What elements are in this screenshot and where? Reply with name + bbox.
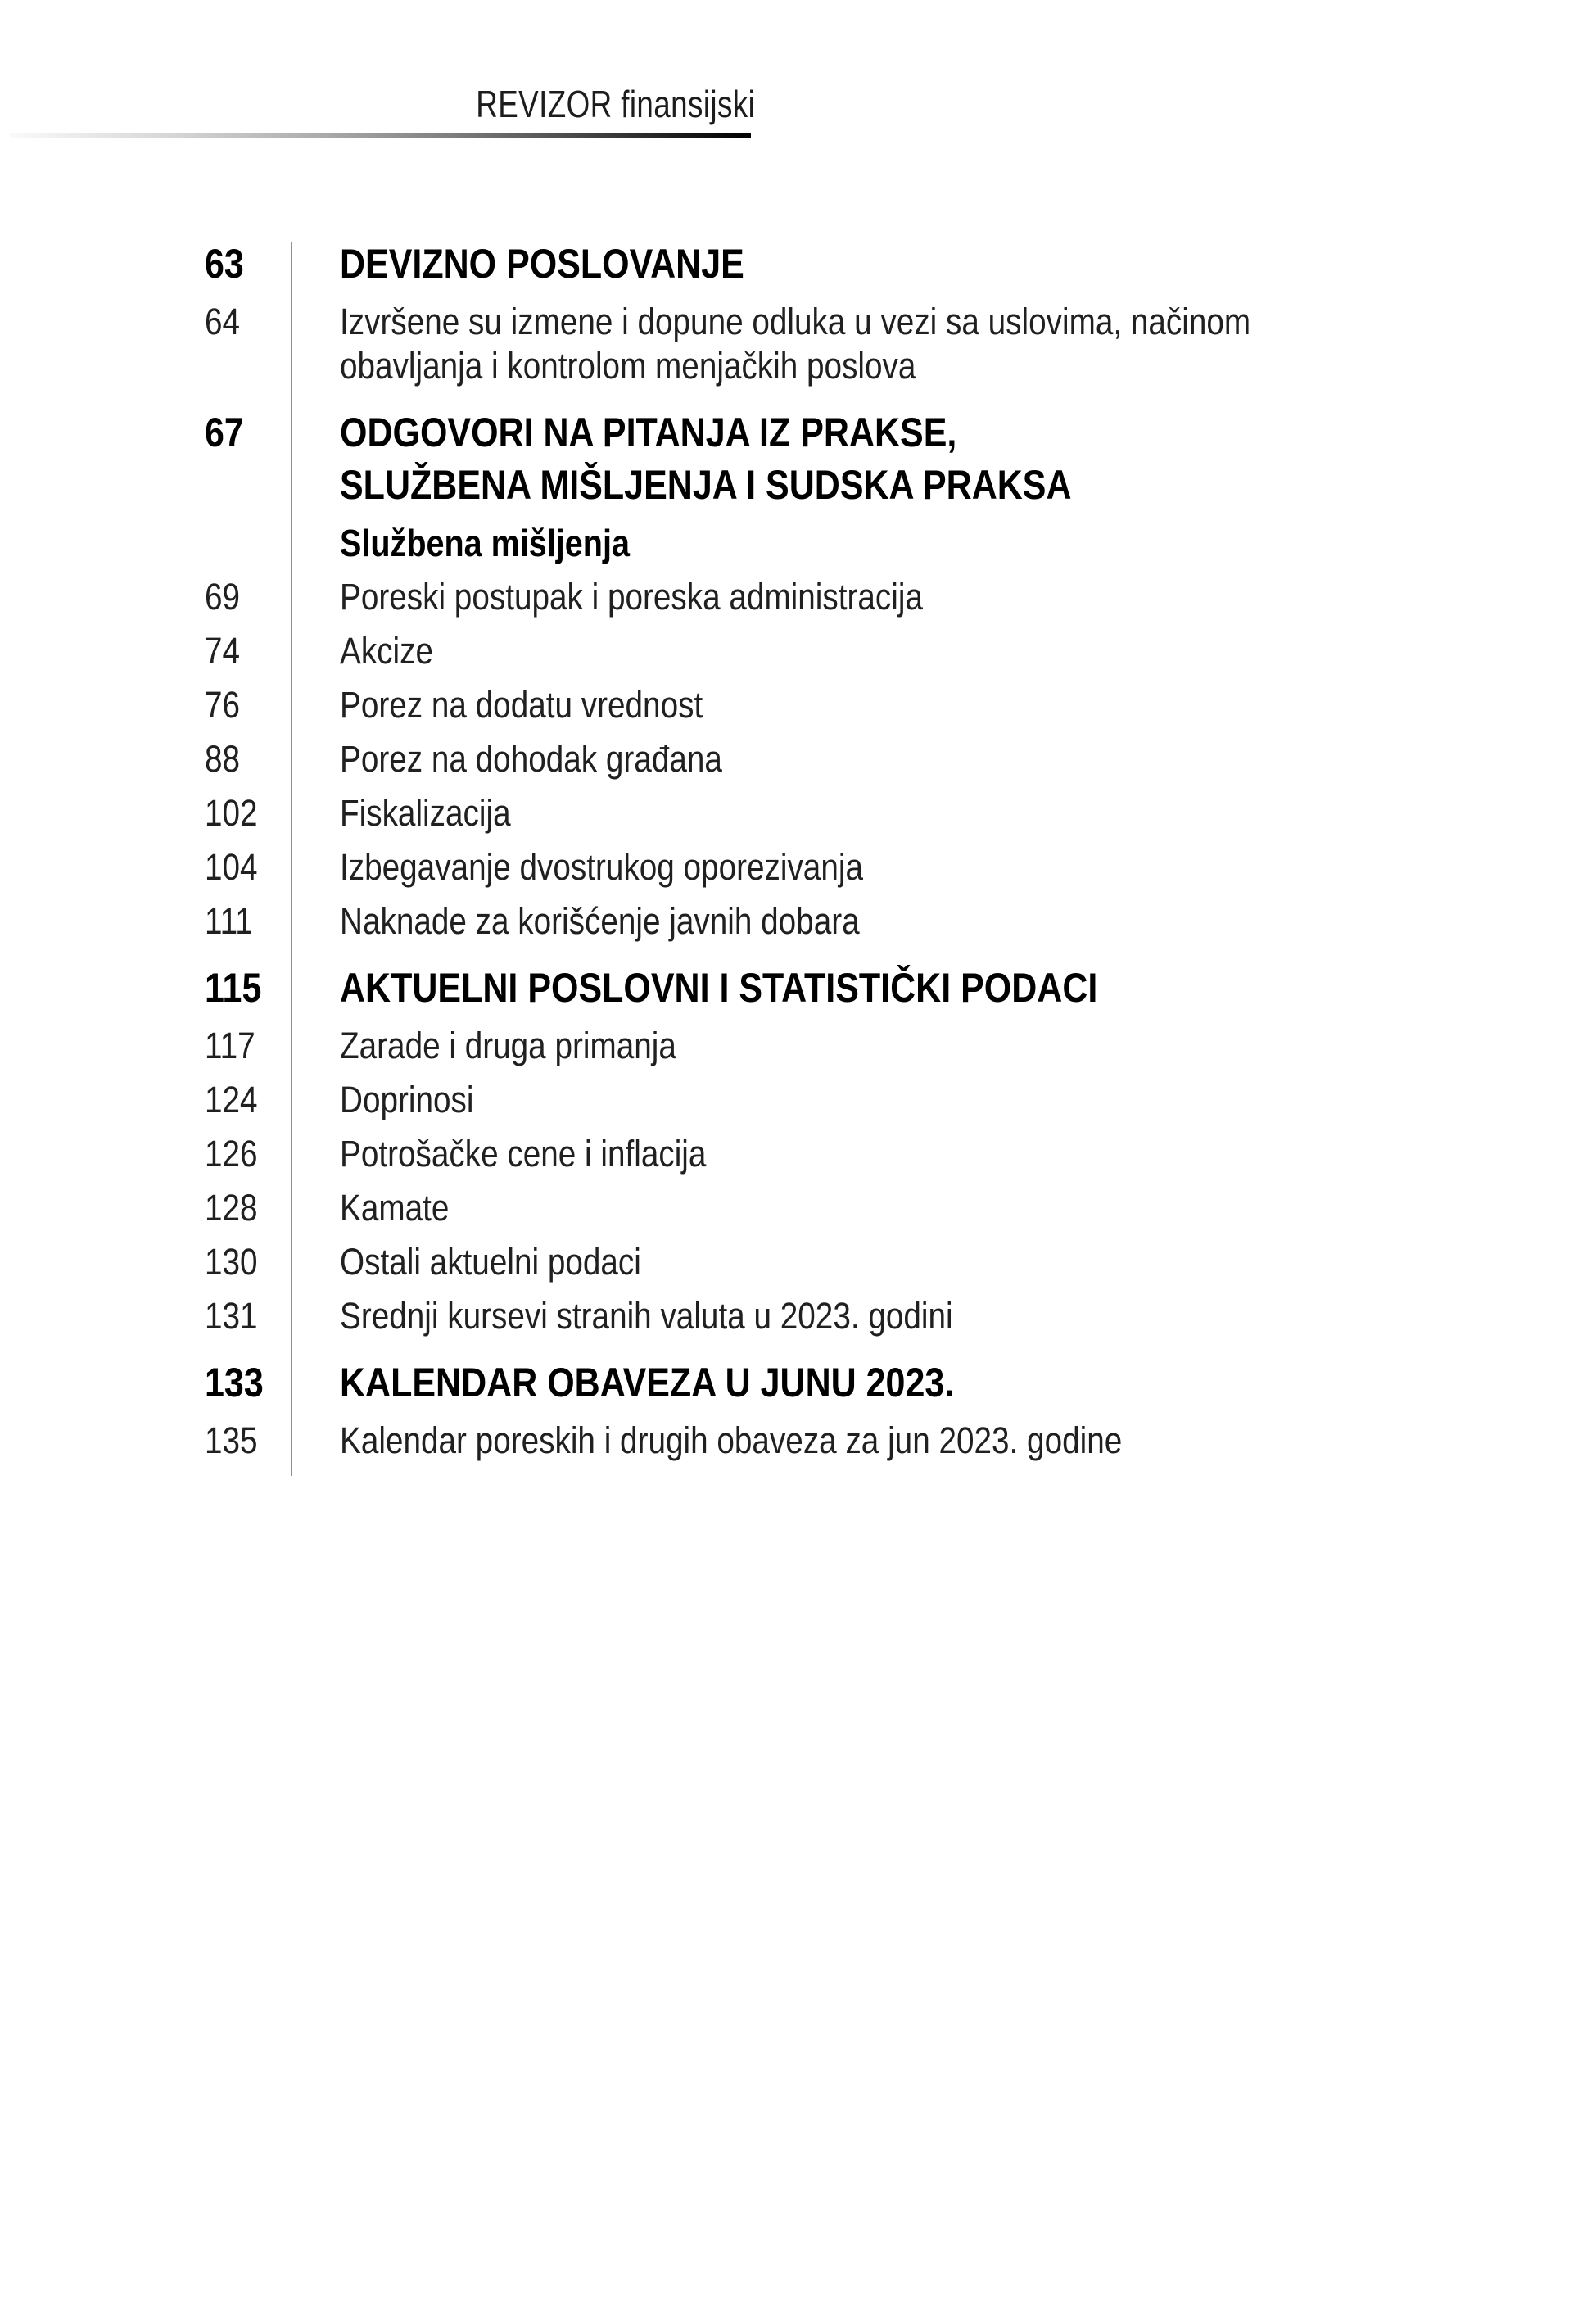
toc-entry-page-number: 130 xyxy=(205,1241,258,1283)
toc-entry-115 xyxy=(205,962,1322,1014)
toc-entry-title: Zarade i druga primanja xyxy=(340,1025,676,1066)
toc-entry-126 xyxy=(205,1132,1322,1176)
toc-entry-page-number: 131 xyxy=(205,1295,258,1337)
toc-entry-102 xyxy=(205,791,1322,835)
toc-entry-title: Porez na dodatu vrednost xyxy=(340,684,703,726)
toc-entry-63 xyxy=(205,238,1322,290)
toc-entry-title: Potrošačke cene i inflacija xyxy=(340,1133,707,1175)
toc-entry-title: Porez na dohodak građana xyxy=(340,738,722,780)
toc-entry-117 xyxy=(205,1024,1322,1068)
toc-entry-page-number: 104 xyxy=(205,846,258,888)
toc-entry-67 xyxy=(205,406,1322,511)
toc-entry-title: Službena mišljenja xyxy=(340,522,630,564)
toc-entry-page-number: 135 xyxy=(205,1419,258,1461)
toc-entry-76 xyxy=(205,683,1322,727)
toc-entry-128 xyxy=(205,1186,1322,1230)
table-of-contents xyxy=(205,238,1322,1476)
toc-entry-page-number: 115 xyxy=(205,965,262,1011)
toc-entry-page-number: 124 xyxy=(205,1079,258,1120)
toc-entry-page-number: 69 xyxy=(205,576,241,618)
toc-entry-page-number: 74 xyxy=(205,630,241,672)
toc-entry-88 xyxy=(205,737,1322,781)
toc-entry-title: Ostali aktuelni podaci xyxy=(340,1241,641,1283)
toc-entry-74 xyxy=(205,629,1322,673)
toc-entry-131 xyxy=(205,1294,1322,1338)
toc-entry-title: Doprinosi xyxy=(340,1079,474,1120)
toc-entry-title: Izbegavanje dvostrukog oporezivanja xyxy=(340,846,863,888)
toc-entry-page-number xyxy=(205,521,291,565)
toc-entry-124 xyxy=(205,1078,1322,1122)
toc-entry-69 xyxy=(205,575,1322,619)
toc-entry-104 xyxy=(205,845,1322,889)
toc-entry-title: Kalendar poreskih i drugih obaveza za jun 2023. godine xyxy=(340,1419,1123,1461)
toc-entry-page-number: 76 xyxy=(205,684,241,726)
toc-entry-page-number: 88 xyxy=(205,738,241,780)
toc-entry-page-number: 133 xyxy=(205,1360,264,1405)
toc-entry-130 xyxy=(205,1240,1322,1284)
page-header-title: REVIZOR finansijski xyxy=(476,83,755,125)
toc-entry-title: Izvršene su izmene i dopune odluka u vezi sa uslovima, načinom obavljanja i kontrolom menjačkih poslova xyxy=(340,301,1251,387)
toc-entry-111 xyxy=(205,899,1322,944)
toc-entry-title: Poreski postupak i poreska administracija xyxy=(340,576,923,618)
toc-entry-title: Fiskalizacija xyxy=(340,792,511,834)
toc-entry-64 xyxy=(205,300,1322,388)
toc-entry xyxy=(205,521,1322,565)
toc-entry-page-number: 102 xyxy=(205,792,258,834)
toc-entry-title: Akcize xyxy=(340,630,433,672)
toc-entry-135 xyxy=(205,1419,1322,1463)
toc-entry-page-number: 63 xyxy=(205,241,244,287)
toc-entry-page-number: 64 xyxy=(205,301,241,342)
toc-entry-page-number: 111 xyxy=(205,900,253,942)
toc-entry-page-number: 67 xyxy=(205,410,244,455)
toc-entry-title: DEVIZNO POSLOVANJE xyxy=(340,241,744,287)
toc-entry-title: Kamate xyxy=(340,1187,450,1229)
toc-entry-page-number: 117 xyxy=(205,1025,255,1066)
toc-entry-133 xyxy=(205,1356,1322,1409)
toc-entry-page-number: 128 xyxy=(205,1187,258,1229)
header-gradient-rule xyxy=(10,133,751,138)
toc-entry-page-number: 126 xyxy=(205,1133,258,1175)
toc-entry-title: AKTUELNI POSLOVNI I STATISTIČKI PODACI xyxy=(340,965,1098,1011)
toc-entry-title: Naknade za korišćenje javnih dobara xyxy=(340,900,860,942)
toc-entry-title: Srednji kursevi stranih valuta u 2023. godini xyxy=(340,1295,953,1337)
toc-entry-title: ODGOVORI NA PITANJA IZ PRAKSE, SLUŽBENA MIŠLJENJA I SUDSKA PRAKSA xyxy=(340,410,1072,508)
toc-entry-title: KALENDAR OBAVEZA U JUNU 2023. xyxy=(340,1360,955,1405)
